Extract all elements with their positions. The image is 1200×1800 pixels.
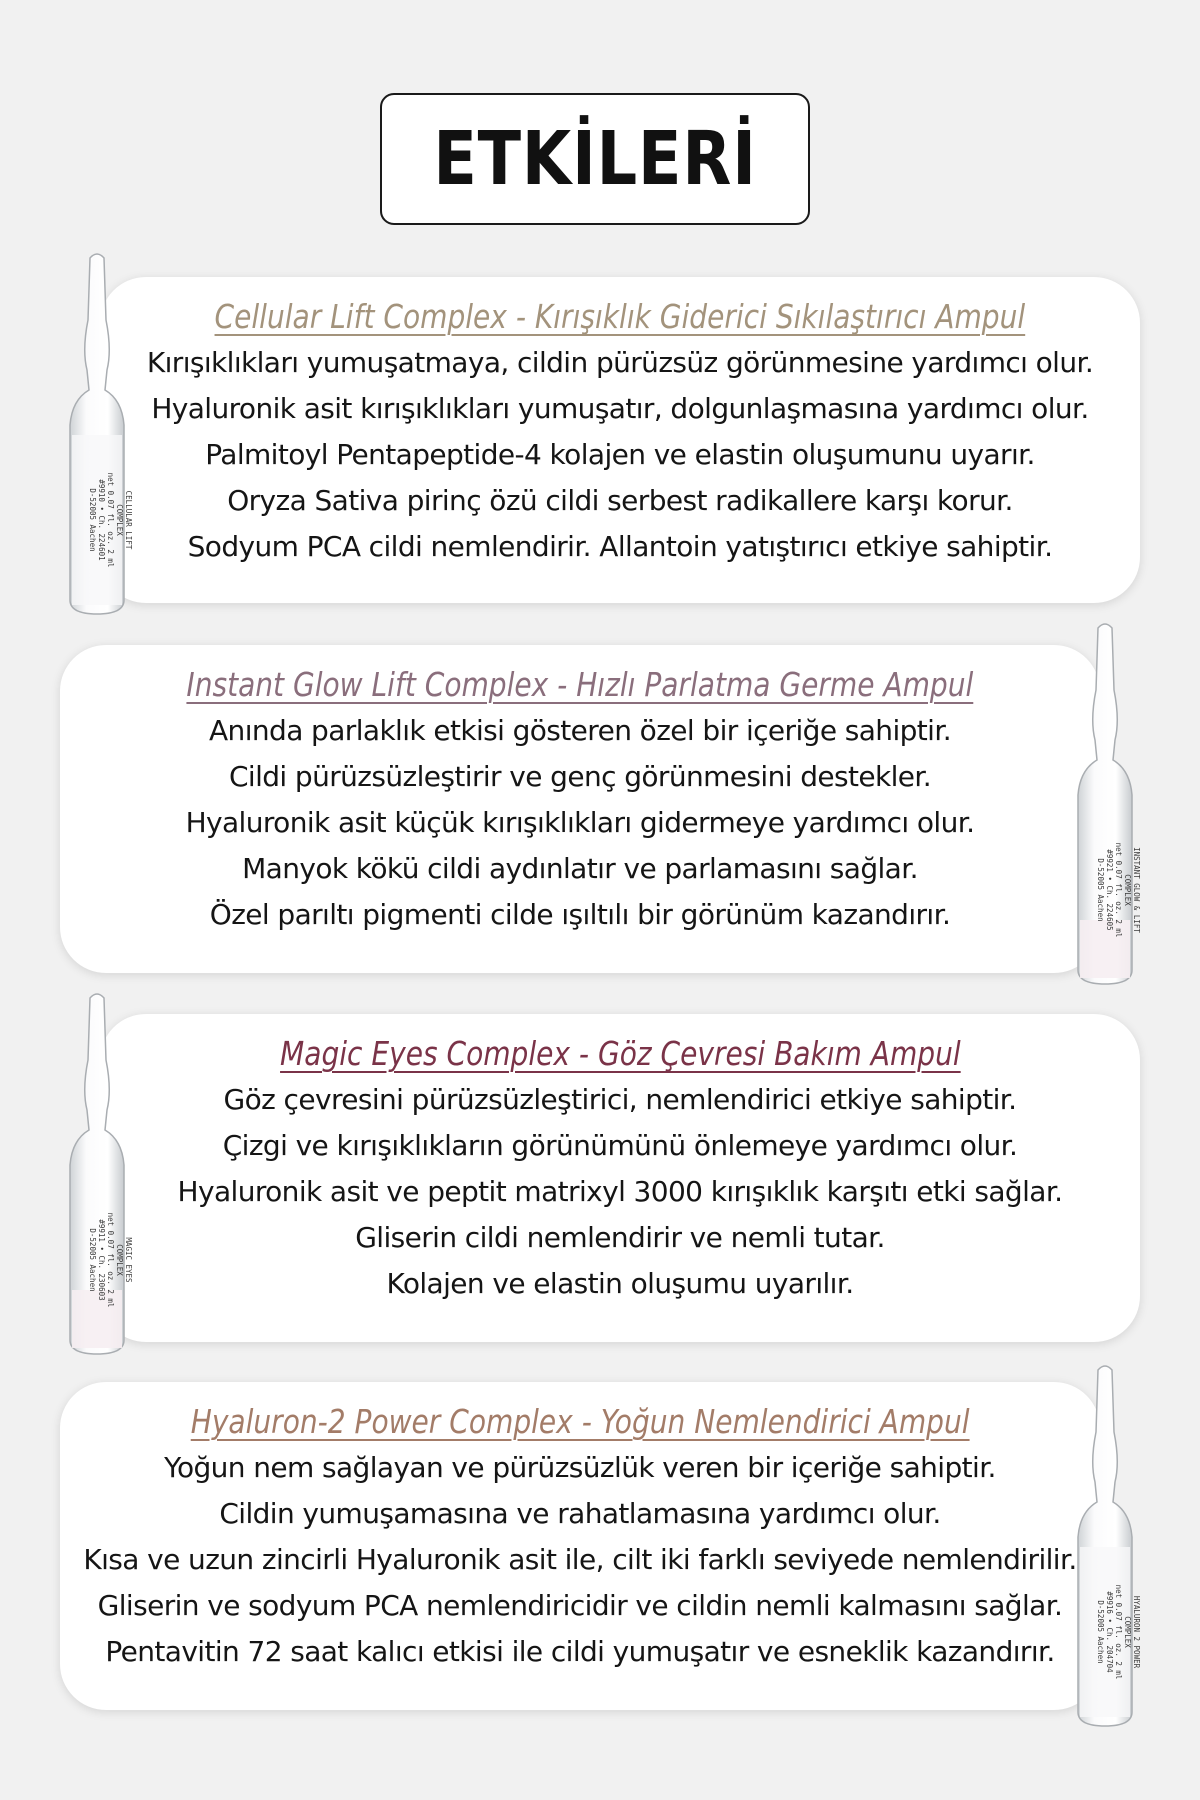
- effect-card-instant-glow: [60, 645, 1100, 973]
- effect-line: Pentavitin 72 saat kalıcı etkisi ile cildi yumuşatır ve esneklik kazandırır.: [105, 1635, 1055, 1668]
- ampoule-image: [1068, 1362, 1142, 1732]
- ampoule-image: [60, 990, 134, 1360]
- effect-line: Cildi pürüzsüzleştirir ve genç görünmesini destekler.: [228, 760, 932, 793]
- effect-line: Gliserin ve sodyum PCA nemlendiricidir ve cildin nemli kalmasını sağlar.: [97, 1589, 1063, 1622]
- ampoule-label-line: INSTANT GLOW & LIFT: [1132, 847, 1141, 933]
- ampoule-label-line: COMPLEX: [1123, 874, 1132, 906]
- card-heading: Hyaluron-2 Power Complex - Yoğun Nemlendirici Ampul: [190, 1402, 970, 1441]
- effect-line: Özel parıltı pigmenti cilde ışıltılı bir görünüm kazandırır.: [209, 898, 951, 931]
- page-title: ETKİLERİ: [433, 116, 757, 202]
- effect-line: Oryza Sativa pirinç özü cildi serbest radikallere karşı korur.: [227, 484, 1013, 517]
- ampoule-label-line: #9921 • Ch. 224605: [1105, 849, 1114, 931]
- card-heading-wrap: [100, 1014, 1140, 1073]
- effect-line: Palmitoyl Pentapeptide-4 kolajen ve elastin oluşumunu uyarır.: [205, 438, 1035, 471]
- effect-line: Hyaluronik asit kırışıklıkları yumuşatır, dolgunlaşmasına yardımcı olur.: [151, 392, 1089, 425]
- effect-line: Hyaluronik asit küçük kırışıklıkları gidermeye yardımcı olur.: [185, 806, 975, 839]
- effect-line: Kolajen ve elastin oluşumu uyarılır.: [386, 1267, 854, 1300]
- ampoule-label-line: D-52005 Aachen: [1096, 1600, 1105, 1664]
- effects-list: [60, 1445, 1100, 1675]
- ampoule-label-line: COMPLEX: [115, 1244, 124, 1276]
- effect-card-cellular-lift: [100, 277, 1140, 603]
- ampoule-label-line: COMPLEX: [115, 504, 124, 536]
- ampoule-label-line: MAGIC EYES: [124, 1237, 133, 1283]
- card-heading-wrap: [100, 277, 1140, 336]
- ampoule-label-line: COMPLEX: [1123, 1616, 1132, 1648]
- ampoule-image: [1068, 620, 1142, 990]
- card-heading: Cellular Lift Complex - Kırışıklık Giderici Sıkılaştırıcı Ampul: [214, 297, 1026, 336]
- effect-line: Anında parlaklık etkisi gösteren özel bir içeriğe sahiptir.: [209, 714, 951, 747]
- card-heading: Magic Eyes Complex - Göz Çevresi Bakım Ampul: [279, 1034, 961, 1073]
- effect-line: Yoğun nem sağlayan ve pürüzsüzlük veren bir içeriğe sahiptir.: [164, 1451, 996, 1484]
- ampoule-label-line: #9916 • Ch. 204704: [1105, 1591, 1114, 1673]
- effect-line: Göz çevresini pürüzsüzleştirici, nemlendirici etkiye sahiptir.: [223, 1083, 1017, 1116]
- ampoule-label-line: D-52005 Aachen: [1096, 858, 1105, 922]
- ampoule-label-line: net 0.07 fl. oz. 2 ml: [106, 1212, 115, 1308]
- ampoule-image: [60, 250, 134, 620]
- title-box: [380, 93, 810, 225]
- ampoule-label-line: net 0.07 fl. oz. 2 ml: [1114, 842, 1123, 938]
- ampoule-label-line: #9910 • Ch. 224601: [97, 479, 106, 561]
- ampoule-label-line: D-52005 Aachen: [88, 488, 97, 552]
- card-heading-wrap: [60, 645, 1100, 704]
- effect-line: Kısa ve uzun zincirli Hyaluronik asit ile, cilt iki farklı seviyede nemlendirilir.: [83, 1543, 1077, 1576]
- effect-card-magic-eyes: [100, 1014, 1140, 1342]
- effects-list: [100, 340, 1140, 570]
- effects-list: [100, 1077, 1140, 1307]
- card-heading: Instant Glow Lift Complex - Hızlı Parlatma Germe Ampul: [186, 665, 974, 704]
- effect-card-hyaluron-2-power: [60, 1382, 1100, 1710]
- effect-line: Sodyum PCA cildi nemlendirir. Allantoin yatıştırıcı etkiye sahiptir.: [187, 530, 1053, 563]
- ampoule-label-line: #9911 • Ch. 230603: [97, 1219, 106, 1301]
- effect-line: Kırışıklıkları yumuşatmaya, cildin pürüzsüz görünmesine yardımcı olur.: [146, 346, 1094, 379]
- card-heading-wrap: [60, 1382, 1100, 1441]
- effects-list: [60, 708, 1100, 938]
- ampoule-label-line: D-52005 Aachen: [88, 1228, 97, 1292]
- effect-line: Manyok kökü cildi aydınlatır ve parlamasını sağlar.: [242, 852, 918, 885]
- ampoule-label-line: CELLULAR LIFT: [124, 490, 133, 550]
- ampoule-label-line: HYALURON 2 POWER: [1132, 1595, 1141, 1669]
- effect-line: Gliserin cildi nemlendirir ve nemli tutar.: [355, 1221, 885, 1254]
- ampoule-label-line: net 0.07 fl. oz. 2 ml: [1114, 1584, 1123, 1680]
- effect-line: Hyaluronik asit ve peptit matrixyl 3000 kırışıklık karşıtı etki sağlar.: [177, 1175, 1063, 1208]
- effect-line: Çizgi ve kırışıklıkların görünümünü önlemeye yardımcı olur.: [222, 1129, 1018, 1162]
- ampoule-label-line: net 0.07 fl. oz. 2 ml: [106, 472, 115, 568]
- effect-line: Cildin yumuşamasına ve rahatlamasına yardımcı olur.: [219, 1497, 941, 1530]
